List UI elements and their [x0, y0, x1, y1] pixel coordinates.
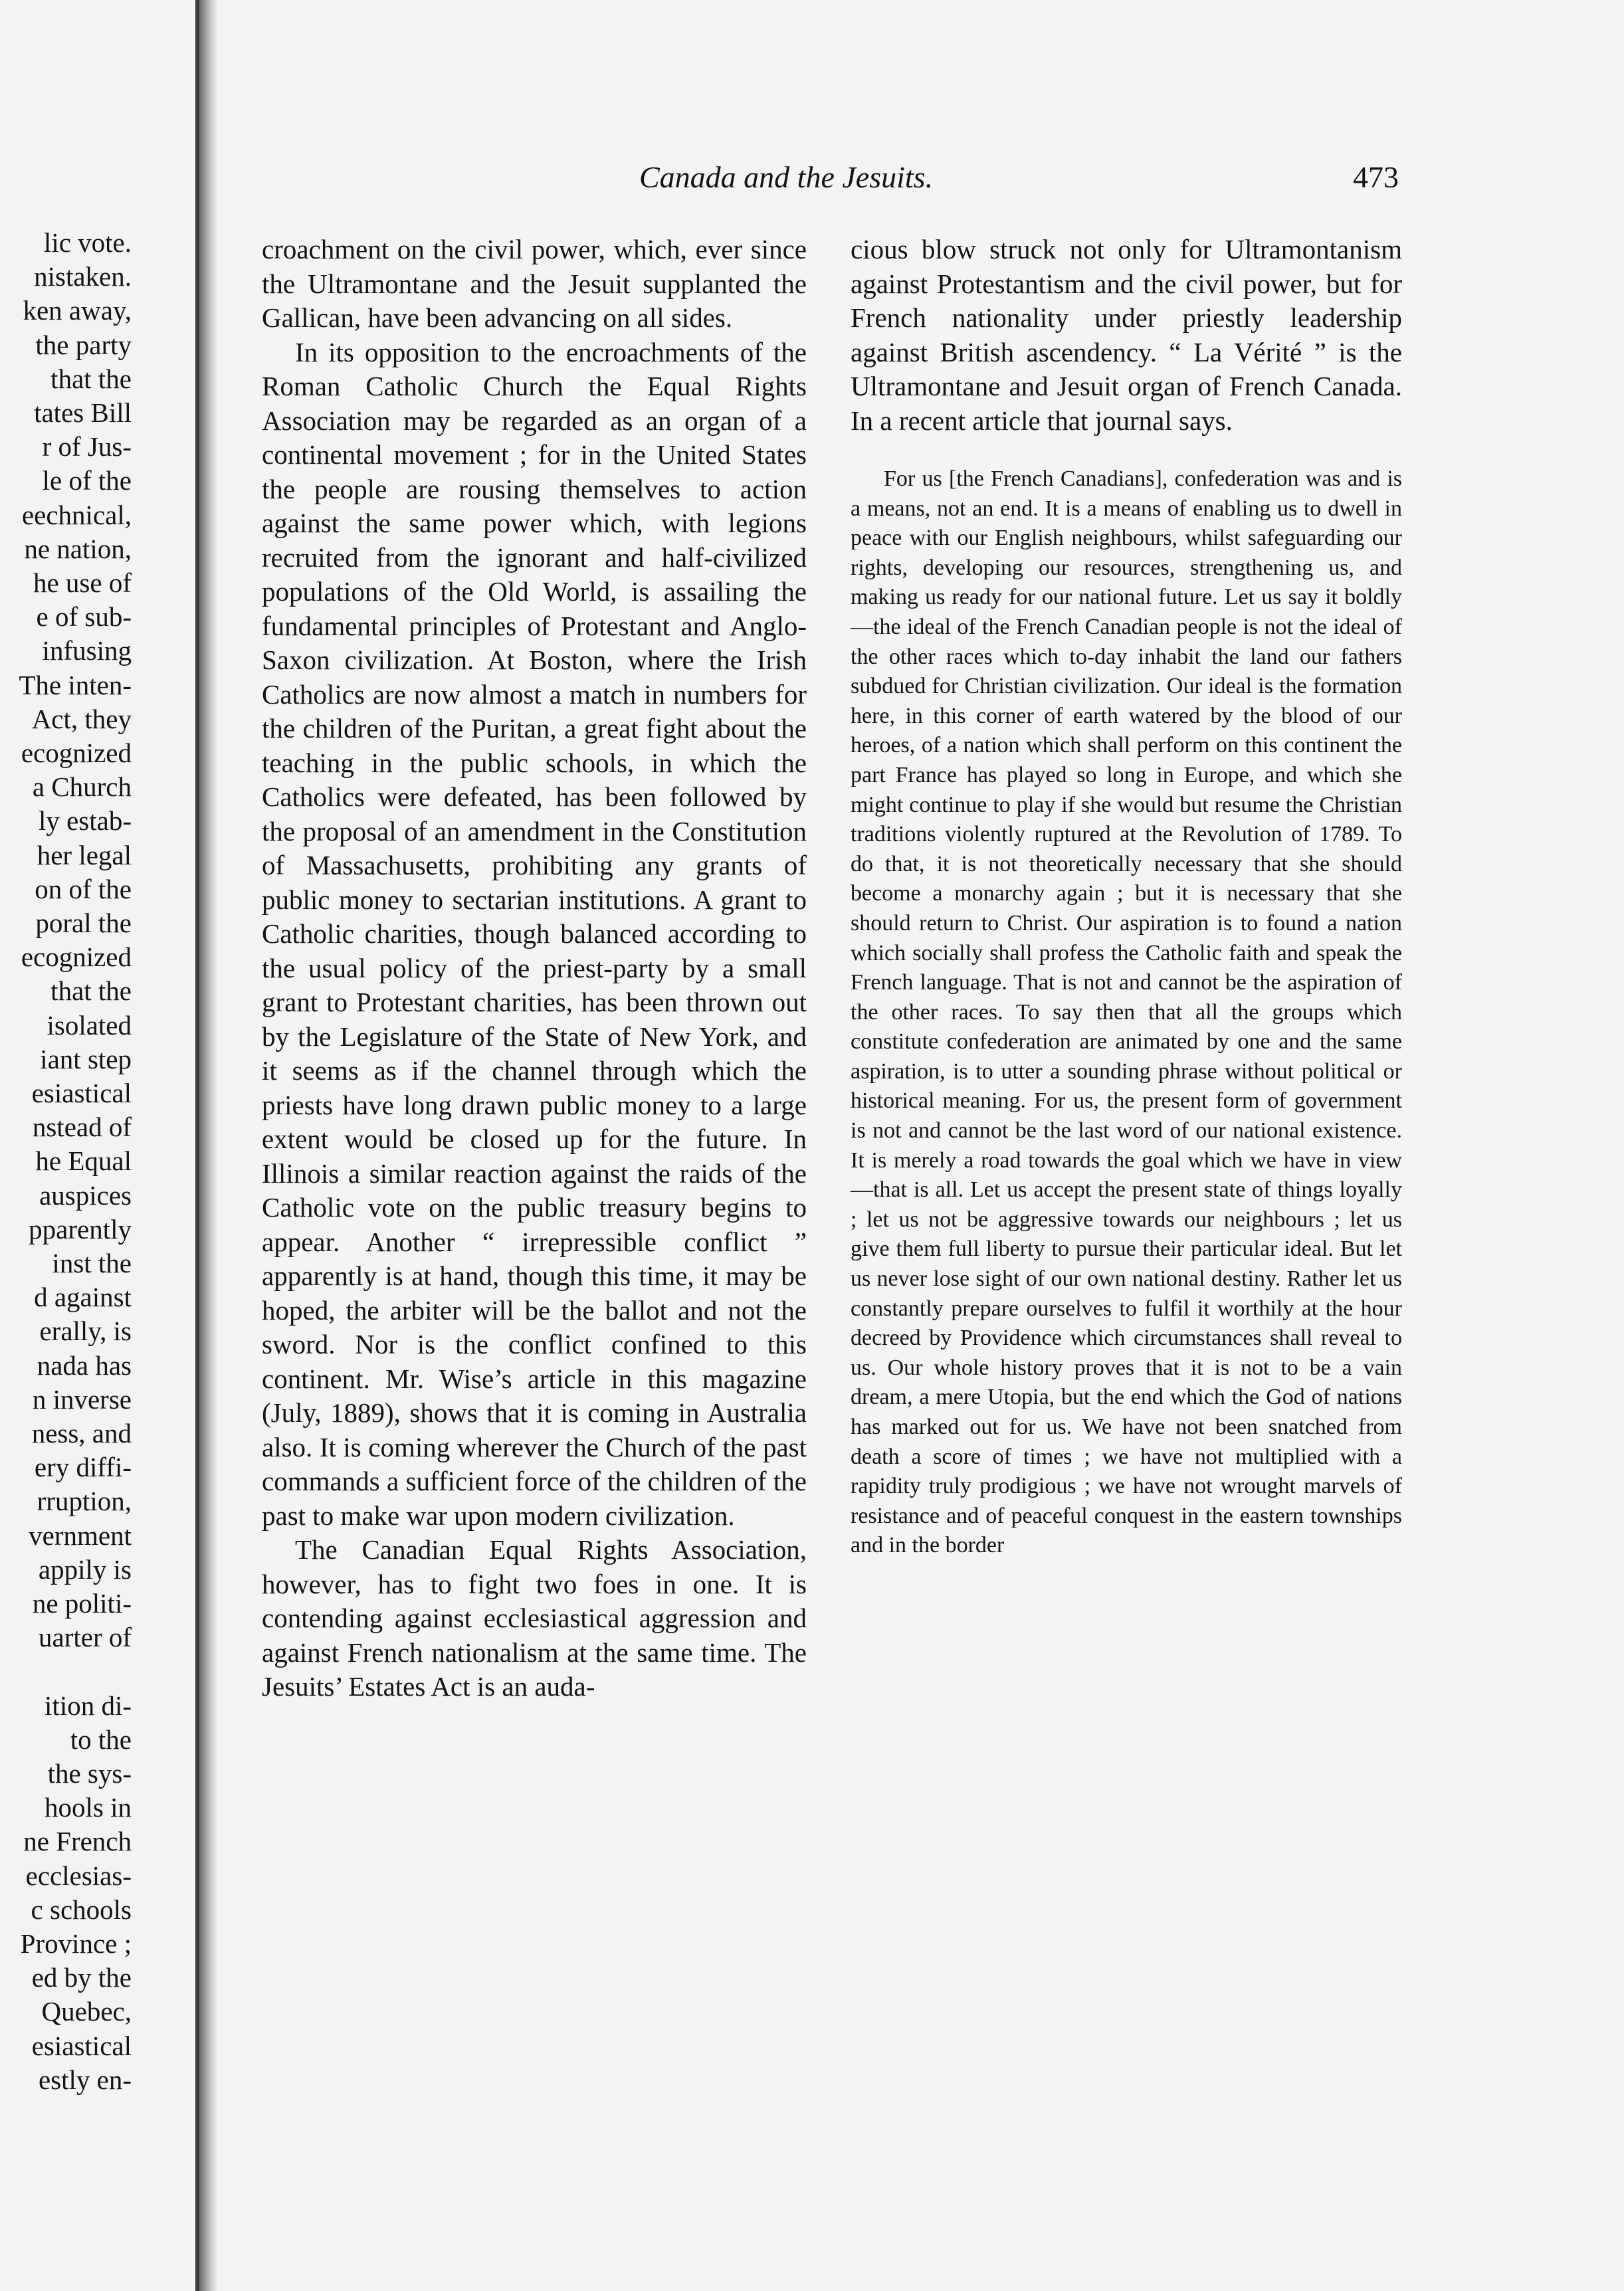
previous-page-line: ne nation, [24, 533, 132, 564]
previous-page-line: he use of [33, 567, 132, 598]
previous-page-line: hools in [45, 1792, 132, 1823]
previous-page-line: isolated [47, 1009, 132, 1041]
previous-page-line: lic vote. [43, 227, 132, 258]
previous-page-line: the sys- [47, 1758, 132, 1789]
previous-page-line: le of the [42, 465, 132, 496]
previous-page-line: ecclesias- [25, 1860, 132, 1891]
previous-page-line: esiastical [31, 1078, 132, 1108]
previous-page-line: eechnical, [21, 499, 132, 530]
block-quote [851, 464, 1402, 1561]
previous-page-line: appily is [38, 1553, 132, 1585]
previous-page-line: ly estab- [38, 805, 132, 837]
previous-page-line: on of the [35, 873, 132, 904]
previous-page-line: auspices [39, 1179, 132, 1211]
previous-page-line: ne politi- [32, 1588, 132, 1619]
previous-page-line: ecognized [21, 942, 132, 973]
previous-page-line: her legal [37, 839, 132, 870]
previous-page-line: c schools [31, 1894, 132, 1925]
quote-paragraph: For us [the French Canadians], confederation was and is a means, not an end. It is a means of enabling us to dwell in peace with our English neighbours, whilst safeguarding our rights, developing our resources, strengthening us, and making us ready for our national future. Let us say it boldly—the ideal of the French Canadian people is not the ideal of the other races which to-day inhabit the land our fathers subdued for Christian civilization. Our ideal is the formation here, in this corner of earth watered by the blood of our heroes, of a nation which shall perform on this continent the part France has played so long in Europe, and which she might continue to play if she would but resume the Christian traditions violently ruptured at the Revolution of 1789. To do that, it is not theoretically necessary that she should become a monarchy again ; but it is necessary that she should return to Christ. Our aspiration is to found a nation which socially shall profess the Catholic faith and speak the French language. That is not and cannot be the aspiration of the other races. To say then that all the groups which constitute confederation are animated by one and the same aspiration, is to utter a sounding phrase without political or historical meaning. For us, the present form of government is not and cannot be the last word of our national existence. It is merely a road towards the goal which we have in view—that is all. Let us accept the present state of things loyally ; let us not be aggressive towards our neighbours ; let us give them full liberty to pursue their particular ideal. But let us never lose sight of our own national destiny. Rather let us constantly prepare ourselves to fulfil it worthily at the hour decreed by Providence which circumstances shall reveal to us. Our whole history proves that it is not to be a vain dream, a mere Utopia, but the end which the God of nations has marked out for us. We have not been snatched from death a score of times ; we have not multiplied with a rapidity truly prodigious ; we have not wrought marvels of resistance and of peaceful conquest in the eastern townships and in the border [851, 466, 1402, 1558]
previous-page-line: poral the [35, 908, 132, 938]
previous-page-line: ken away, [23, 295, 132, 326]
previous-page-line: estly en- [38, 2064, 132, 2095]
previous-page-line: vernment [29, 1520, 132, 1551]
paragraph: croachment on the civil power, which, ever since the Ultramontane and the Jesuit supplanted the Gallican, have been advancing on all sides. [262, 234, 807, 333]
previous-page-line: the party [35, 329, 132, 360]
previous-page-line: d against [34, 1282, 132, 1313]
previous-page-line: Province ; [20, 1928, 132, 1959]
previous-page-line: The inten- [19, 669, 132, 700]
previous-page-line: that the [51, 975, 132, 1007]
page-number: 473 [1353, 160, 1399, 194]
previous-page-line: ition di- [45, 1690, 132, 1721]
previous-page-line: esiastical [31, 2030, 132, 2061]
previous-page-line: iant step [40, 1043, 132, 1074]
previous-page-line: uarter of [39, 1622, 132, 1653]
previous-page-line: that the [51, 363, 132, 394]
previous-page-line: rruption, [37, 1486, 132, 1517]
running-title: Canada and the Jesuits. [639, 160, 934, 194]
page [217, 0, 1624, 2291]
previous-page-line: nistaken. [34, 261, 132, 292]
previous-page-line: e of sub- [36, 601, 132, 633]
previous-page-line: nada has [37, 1349, 132, 1381]
previous-page-line: inst the [52, 1248, 132, 1278]
previous-page-line: he Equal [35, 1146, 132, 1177]
paragraph: In its opposition to the encroachments of the Roman Catholic Church the Equal Rights Association may be regarded as an organ of a continental movement ; for in the United States the people are rousing themselves to action against the same power which, with legions recruited from the ignorant and half-civilized populations of the Old World, is assailing the fundamental principles of Protestant and Anglo-Saxon civilization. At Boston, where the Irish Catholics are now almost a match in numbers for the children of the Puritan, a great fight about the teaching in the public schools, in which the Catholics were defeated, has been followed by the proposal of an amendment in the Constitution of Massachusetts, prohibiting any grants of public money to sectarian institutions. A grant to Catholic charities, though balanced according to the usual policy of the priest-party by a small grant to Protestant charities, has been thrown out by the Legislature of the State of New York, and it seems as if the channel through which the priests have long drawn public money to a large extent would be closed up for the future. In Illinois a similar reaction against the raids of the Catholic vote on the public treasury begins to appear. Another “ irrepressible conflict ” apparently is at hand, though this time, it may be hoped, the arbiter will be the ballot and not the sword. Nor is the conflict confined to this continent. Mr. Wise’s article in this magazine (July, 1889), shows that it is coming in Australia also. It is coming wherever the Church of the past commands a sufficient force of the children of the past to make war upon modern civilization. [262, 336, 807, 1531]
previous-page-line: erally, is [39, 1316, 132, 1347]
previous-page-line: ne French [23, 1826, 132, 1857]
previous-page-line: ness, and [31, 1418, 132, 1448]
previous-page-line: tates Bill [34, 397, 132, 428]
book-gutter [199, 0, 217, 2291]
previous-page-line: pparently [29, 1213, 132, 1245]
paragraph: cious blow struck not only for Ultramontanism against Protestantism and the civil power, but for French nationality under priestly leadership against British ascendency. “ La Vérité ” is the Ultramontane and Jesuit organ of French Canada. In a recent article that journal says. [851, 234, 1402, 436]
previous-page-line: nstead of [32, 1112, 132, 1143]
previous-page-line: infusing [42, 635, 132, 666]
previous-page-line: to the [70, 1724, 132, 1755]
previous-page-line: Quebec, [41, 1996, 132, 2027]
previous-page-line: n inverse [32, 1383, 132, 1415]
previous-page-line: ed by the [31, 1962, 132, 1993]
right-column [851, 233, 1402, 1561]
previous-page-line: ecognized [21, 738, 132, 768]
left-column [262, 233, 807, 1704]
paragraph: The Canadian Equal Rights Association, however, has to fight two foes in one. It is contending against ecclesiastical aggression and against French nationalism at the same time. The Jesuits’ Estates Act is an auda- [262, 1534, 807, 1702]
previous-page-line: Act, they [31, 703, 132, 734]
previous-page-line: ery diffi- [34, 1452, 132, 1483]
previous-page-line: r of Jus- [42, 431, 132, 462]
previous-page-line: a Church [32, 771, 132, 803]
previous-page-edge [0, 0, 199, 2291]
